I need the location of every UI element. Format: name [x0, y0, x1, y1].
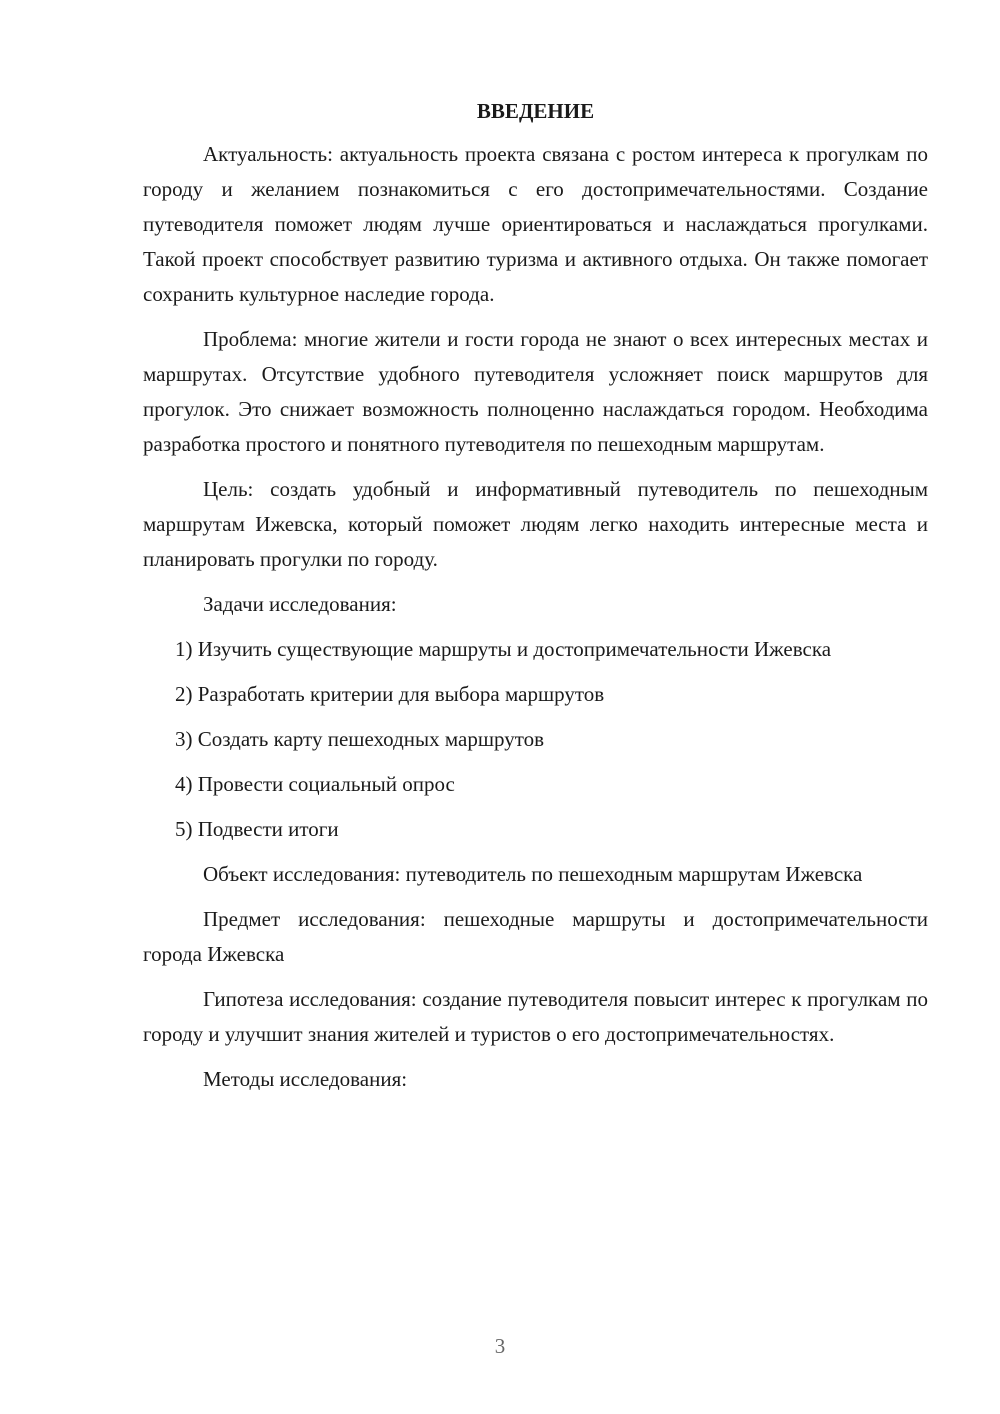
page-number: 3 [494, 1334, 506, 1358]
paragraph-hypothesis: Гипотеза исследования: создание путеводителя повысит интерес к прогулкам по городу и улучшит знания жителей и туристов о его достопримечательностях. [143, 987, 928, 1046]
paragraph-goal: Цель: создать удобный и информативный путеводитель по пешеходным маршрутам Ижевска, который поможет людям легко находить интересные места и планировать прогулки по городу. [143, 477, 928, 571]
document-page [143, 96, 928, 1107]
list-item: 1) Изучить существующие маршруты и достопримечательности Ижевска [175, 637, 832, 661]
list-item: 5) Подвести итоги [175, 817, 339, 841]
paragraph-subject: Предмет исследования: пешеходные маршруты и достопримечательности города Ижевска [143, 907, 928, 966]
paragraph-object: Объект исследования: путеводитель по пешеходным маршрутам Ижевска [203, 862, 863, 886]
tasks-title: Задачи исследования: [203, 592, 397, 616]
methods-title: Методы исследования: [203, 1067, 408, 1091]
list-item: 3) Создать карту пешеходных маршрутов [175, 727, 545, 751]
tasks-list [143, 632, 928, 847]
list-item: 2) Разработать критерии для выбора маршрутов [175, 682, 605, 706]
page-title: ВВЕДЕНИЕ [476, 99, 595, 123]
paragraph-problem: Проблема: многие жители и гости города не знают о всех интересных местах и маршрутах. Отсутствие удобного путеводителя усложняет поиск маршрутов для прогулок. Это снижает возможность полноценно наслаждаться городом. Необходима разработка простого и понятного путеводителя по пешеходным маршрутам. [143, 327, 928, 456]
paragraph-relevance: Актуальность: актуальность проекта связана с ростом интереса к прогулкам по городу и желанием познакомиться с его достопримечательностями. Создание путеводителя поможет людям лучше ориентироваться и наслаждаться прогулками. Такой проект способствует развитию туризма и активного отдыха. Он также помогает сохранить культурное наследие города. [143, 142, 928, 306]
list-item: 4) Провести социальный опрос [175, 772, 455, 796]
